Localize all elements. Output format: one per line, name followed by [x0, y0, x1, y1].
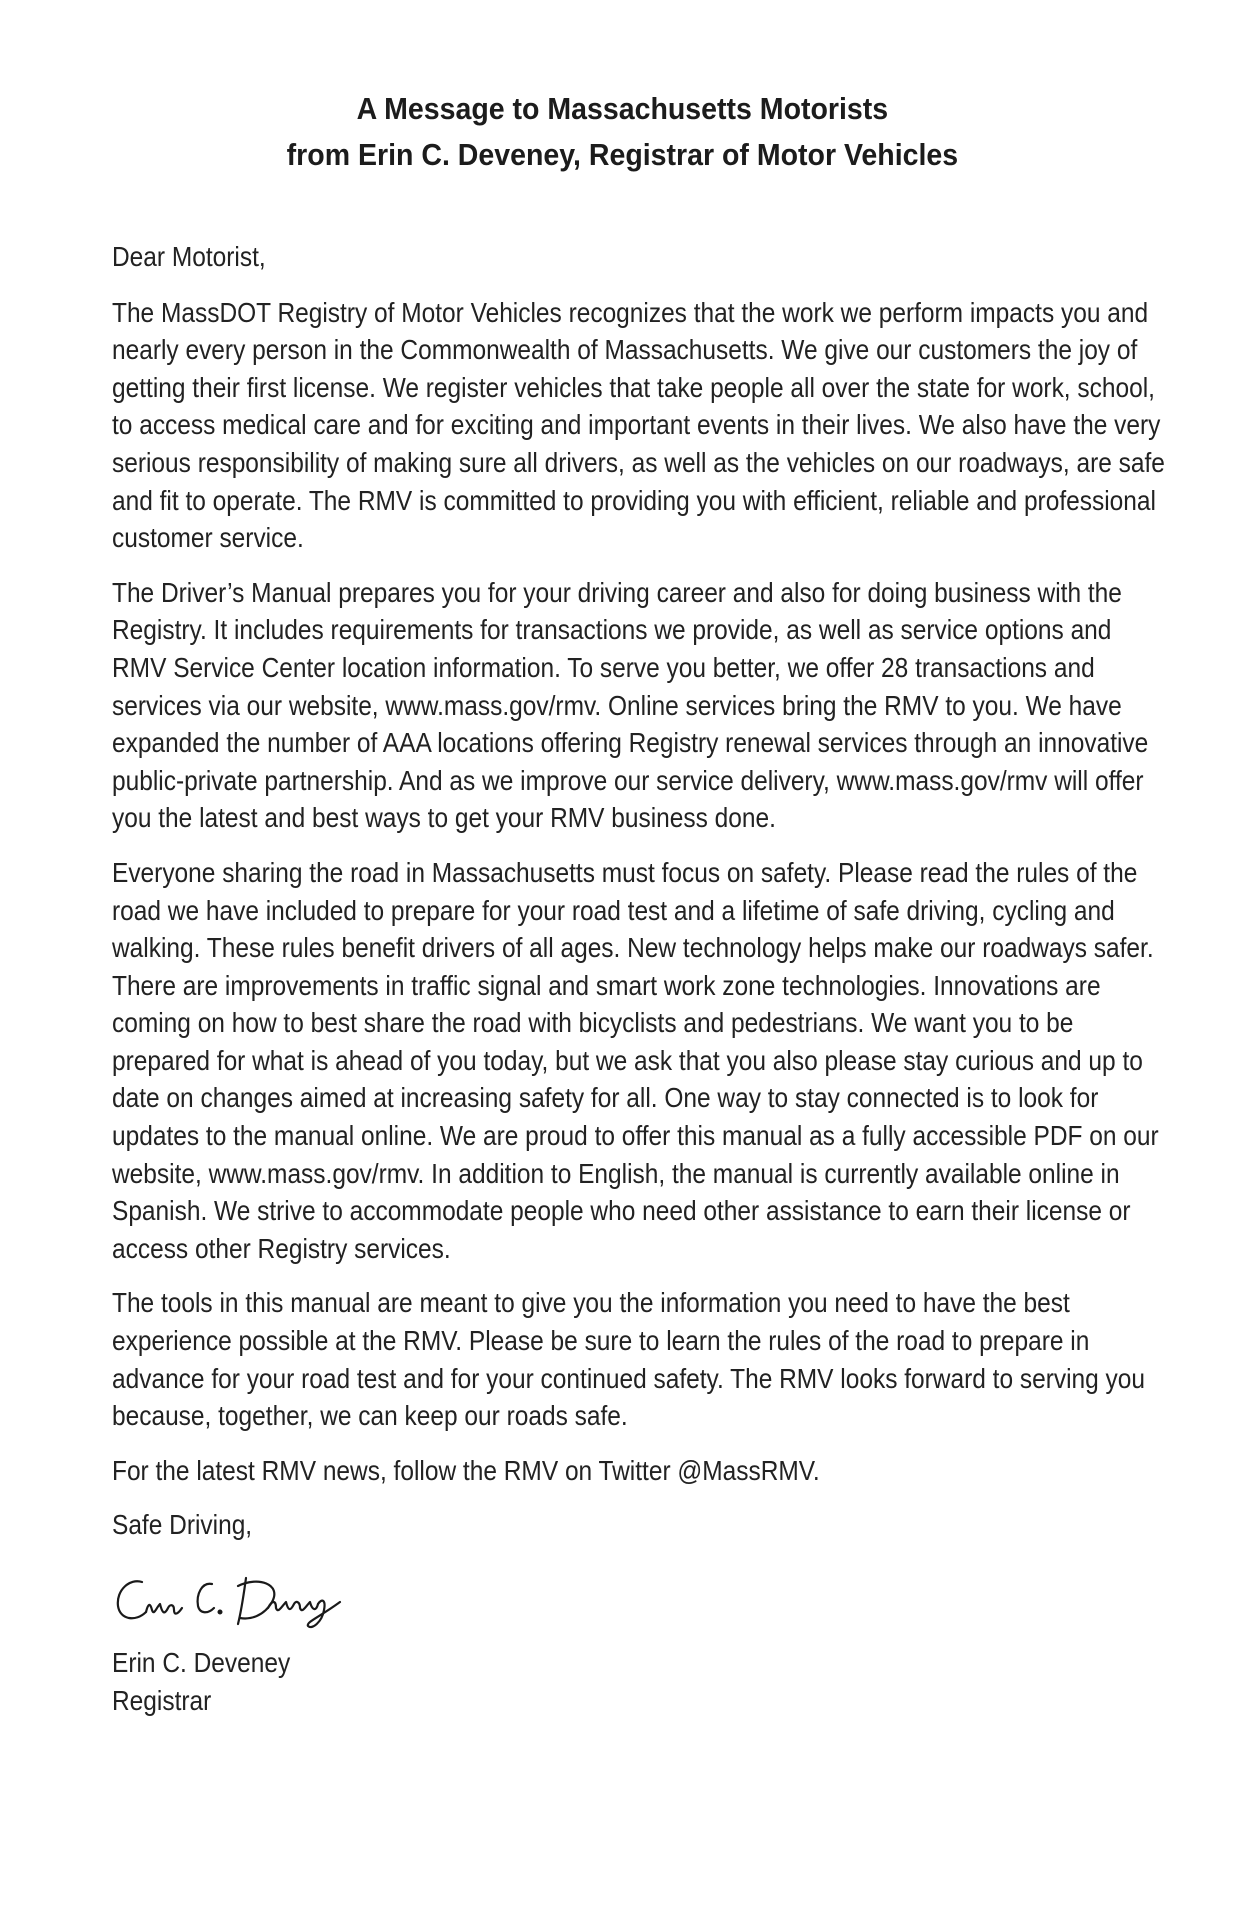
letter-body: [112, 238, 1171, 1561]
salutation: Dear Motorist,: [112, 241, 266, 272]
handwritten-signature: [112, 1568, 352, 1636]
signer-block: [112, 1644, 290, 1720]
paragraph-3: Everyone sharing the road in Massachusetts must focus on safety. Please read the rules of the road we have included to prepare for your road test and a lifetime of safe driving, cycling and walking. These rules benefit drivers of all ages. New technology helps make our roadways safer. There are improvements in traffic signal and smart work zone technologies. Innovations are coming on how to best share the road with bicyclists and pedestrians. We want you to be prepared for what is ahead of you today, but we ask that you also please stay curious and up to date on changes aimed at increasing safety for all. One way to stay connected is to look for updates to the manual online. We are proud to offer this manual as a fully accessible PDF on our website, www.mass.gov/rmv. In addition to English, the manual is currently available online in Spanish. We strive to accommodate people who need other assistance to earn their license or access other Registry services.: [112, 856, 1159, 1264]
page-title: [51, 86, 1195, 178]
title-line-1: A Message to Massachusetts Motorists: [356, 91, 889, 126]
paragraph-1: The MassDOT Registry of Motor Vehicles recognizes that the work we perform impacts you and nearly every person in the Commonwealth of Massachusetts. We give our customers the joy of getting their first license. We register vehicles that take people all over the state for work, school, to access medical care and for exciting and important events in their lives. We also have the very serious responsibility of making sure all drivers, as well as the vehicles on our roadways, are safe and fit to operate. The RMV is committed to providing you with efficient, reliable and professional customer service.: [112, 296, 1165, 554]
paragraph-4: The tools in this manual are meant to give you the information you need to have the best experience possible at the RMV. Please be sure to learn the rules of the road to prepare in advance for your road test and for your continued safety. The RMV looks forward to serving you because, together, we can keep our roads safe.: [112, 1287, 1146, 1432]
signer-name: Erin C. Deveney: [112, 1647, 291, 1678]
paragraph-2: The Driver’s Manual prepares you for your driving career and also for doing business with the Registry. It includes requirements for transactions we provide, as well as service options and RMV Service Center location information. To serve you better, we offer 28 transactions and services via our website, www.mass.gov/rmv. Online services bring the RMV to you. We have expanded the number of AAA locations offering Registry renewal services through an innovative public-private partnership. And as we improve our service delivery, www.mass.gov/rmv will offer you the latest and best ways to get your RMV business done.: [112, 576, 1149, 834]
signer-title: Registrar: [112, 1685, 212, 1716]
closing: Safe Driving,: [112, 1509, 253, 1541]
title-line-2: from Erin C. Deveney, Registrar of Motor Vehicles: [286, 137, 959, 172]
paragraph-5: For the latest RMV news, follow the RMV on Twitter @MassRMV.: [112, 1454, 820, 1486]
